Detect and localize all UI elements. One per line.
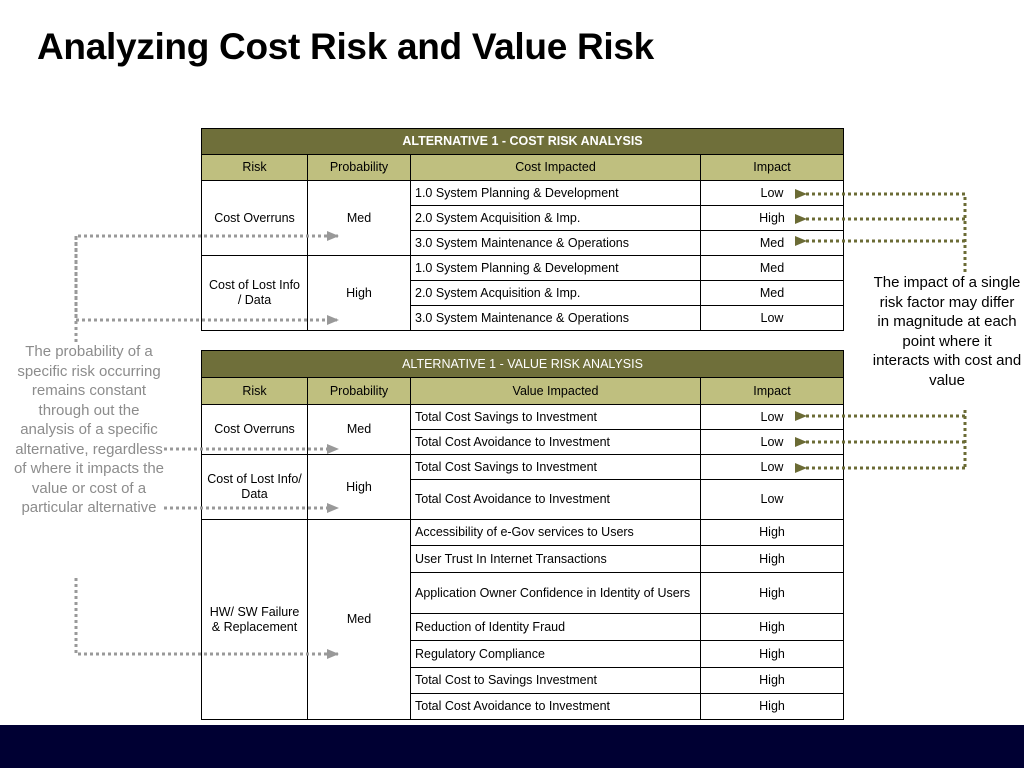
item-cell: Application Owner Confidence in Identity of Users [411, 573, 701, 614]
item-cell: Total Cost Savings to Investment [411, 455, 701, 480]
item-cell: User Trust In Internet Transactions [411, 546, 701, 573]
impact-cell: High [701, 641, 844, 668]
probability-cell: Med [308, 181, 411, 256]
value-col-impact: Impact [701, 378, 844, 405]
probability-note: The probability of a specific risk occurring remains constant through out the analysis of a specific alternative, regardless of where it impacts the value or cost of a particular alternative [13, 343, 165, 516]
cost-table-title: ALTERNATIVE 1 - COST RISK ANALYSIS [202, 129, 844, 155]
item-cell: Reduction of Identity Fraud [411, 614, 701, 641]
probability-cell: Med [308, 520, 411, 720]
risk-cell: HW/ SW Failure & Replacement [202, 520, 308, 720]
page-title: Analyzing Cost Risk and Value Risk [37, 26, 654, 67]
impact-cell: High [701, 520, 844, 546]
probability-arrows [76, 236, 338, 654]
value-col-probability: Probability [308, 378, 411, 405]
value-col-risk: Risk [202, 378, 308, 405]
item-cell: Accessibility of e-Gov services to Users [411, 520, 701, 546]
impact-cell: Low [701, 430, 844, 455]
item-cell: 1.0 System Planning & Development [411, 181, 701, 206]
impact-cell: Low [701, 306, 844, 331]
item-cell: 2.0 System Acquisition & Imp. [411, 281, 701, 306]
impact-cell: High [701, 546, 844, 573]
risk-cell: Cost Overruns [202, 405, 308, 455]
cost-col-cost-impacted: Cost Impacted [411, 155, 701, 181]
item-cell: 3.0 System Maintenance & Operations [411, 231, 701, 256]
probability-arrow [76, 236, 338, 342]
impact-cell: Low [701, 181, 844, 206]
impact-cell: Med [701, 231, 844, 256]
impact-cell: High [701, 573, 844, 614]
item-cell: 3.0 System Maintenance & Operations [411, 306, 701, 331]
item-cell: Regulatory Compliance [411, 641, 701, 668]
item-cell: Total Cost to Savings Investment [411, 668, 701, 694]
probability-cell: High [308, 455, 411, 520]
impact-cell: Low [701, 480, 844, 520]
probability-cell: Med [308, 405, 411, 455]
impact-note: The impact of a single risk factor may differ in magnitude at each point where it interacts with cost and value [872, 274, 1022, 389]
risk-cell: Cost Overruns [202, 181, 308, 256]
impact-cell: Med [701, 256, 844, 281]
impact-cell: High [701, 694, 844, 720]
footer-bar [0, 725, 1024, 768]
item-cell: Total Cost Savings to Investment [411, 405, 701, 430]
item-cell: Total Cost Avoidance to Investment [411, 430, 701, 455]
probability-arrow [76, 236, 338, 320]
probability-arrow [76, 578, 338, 654]
probability-cell: High [308, 256, 411, 331]
value-table-title: ALTERNATIVE 1 - VALUE RISK ANALYSIS [202, 351, 844, 378]
impact-cell: Med [701, 281, 844, 306]
cost-impact-arrows [806, 194, 965, 272]
value-col-value-impacted: Value Impacted [411, 378, 701, 405]
cost-col-probability: Probability [308, 155, 411, 181]
item-cell: Total Cost Avoidance to Investment [411, 694, 701, 720]
item-cell: 2.0 System Acquisition & Imp. [411, 206, 701, 231]
risk-cell: Cost of Lost Info/ Data [202, 455, 308, 520]
value-impact-arrows [806, 410, 965, 468]
risk-cell: Cost of Lost Info / Data [202, 256, 308, 331]
cost-col-risk: Risk [202, 155, 308, 181]
item-cell: Total Cost Avoidance to Investment [411, 480, 701, 520]
cost-col-impact: Impact [701, 155, 844, 181]
impact-cell: High [701, 206, 844, 231]
item-cell: 1.0 System Planning & Development [411, 256, 701, 281]
impact-cell: Low [701, 405, 844, 430]
impact-cell: High [701, 668, 844, 694]
impact-cell: High [701, 614, 844, 641]
impact-cell: Low [701, 455, 844, 480]
